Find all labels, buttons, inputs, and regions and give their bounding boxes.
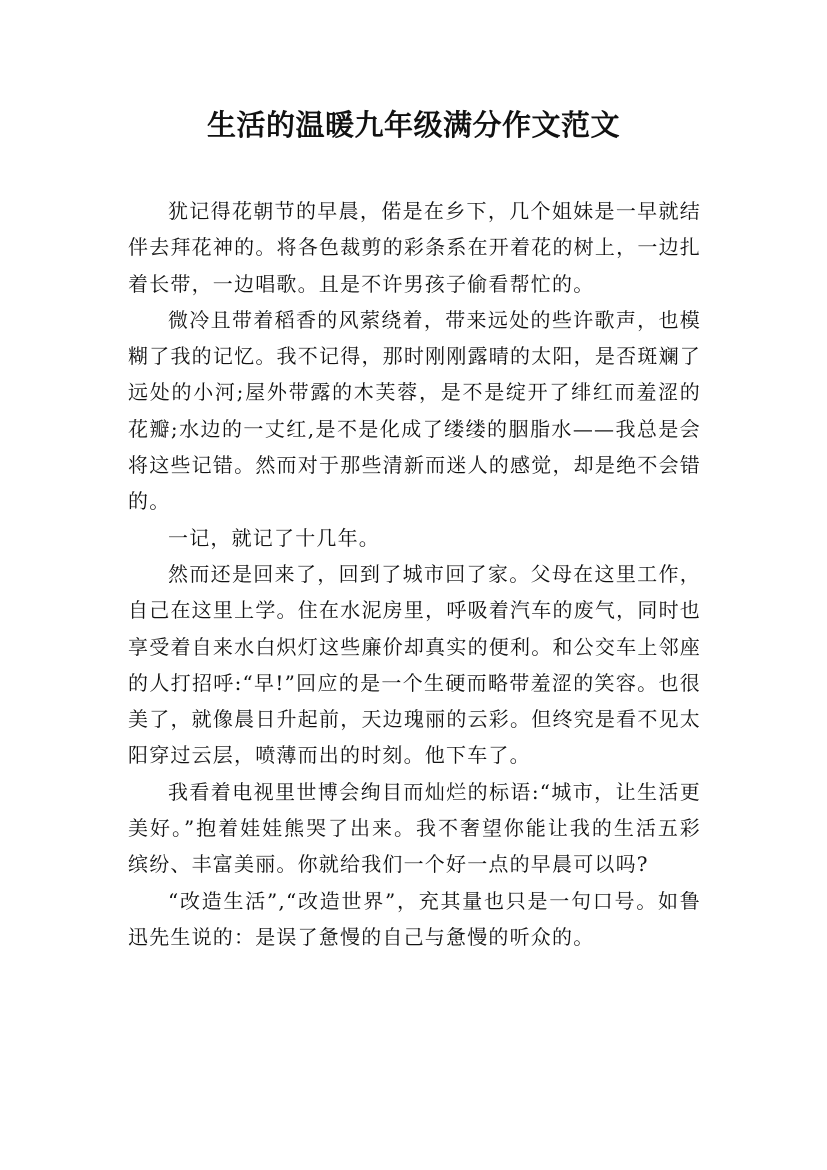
paragraph-6: “改造生活”,“改造世界”，充其量也只是一句口号。如鲁迅先生说的：是误了惫慢的自己与惫慢的听众的。 xyxy=(128,888,701,949)
document-title: 生活的温暖九年级满分作文范文 xyxy=(206,108,620,142)
paragraph-3: 一记，就记了十几年。 xyxy=(168,525,380,550)
paragraph-5: 我看着电视里世博会绚目而灿烂的标语:“城市，让生活更美好。”抱着娃娃熊哭了出来。我不奢望你能让我的生活五彩缤纷、丰富美丽。你就给我们一个好一点的早晨可以吗? xyxy=(128,779,701,877)
paragraph-1: 犹记得花朝节的早晨，偌是在乡下，几个姐妹是一早就结伴去拜花神的。将各色裁剪的彩条系在开着花的树上，一边扎着长带，一边唱歌。且是不许男孩子偷看帮忙的。 xyxy=(128,199,701,296)
document-body xyxy=(128,193,701,955)
paragraph-2: 微冷且带着稻香的风萦绕着，带来远处的些许歌声，也模糊了我的记忆。我不记得，那时刚刚露晴的太阳，是否斑斓了远处的小河;屋外带露的木芙蓉，是不是绽开了绯红而羞涩的花瓣;水边的一丈红,是不是化成了缕缕的胭脂水——我总是会将这些记错。然而对于那些清新而迷人的感觉，却是绝不会错的。 xyxy=(128,307,701,514)
paragraph-4: 然而还是回来了，回到了城市回了家。父母在这里工作，自己在这里上学。住在水泥房里，呼吸着汽车的废气，同时也享受着自来水白炽灯这些廉价却真实的便利。和公交车上邻座的人打招呼:“早!”回应的是一个生硬而略带羞涩的笑容。也很美了，就像晨日升起前，天边瑰丽的云彩。但终究是看不见太阳穿过云层，喷薄而出的时刻。他下车了。 xyxy=(128,561,701,768)
